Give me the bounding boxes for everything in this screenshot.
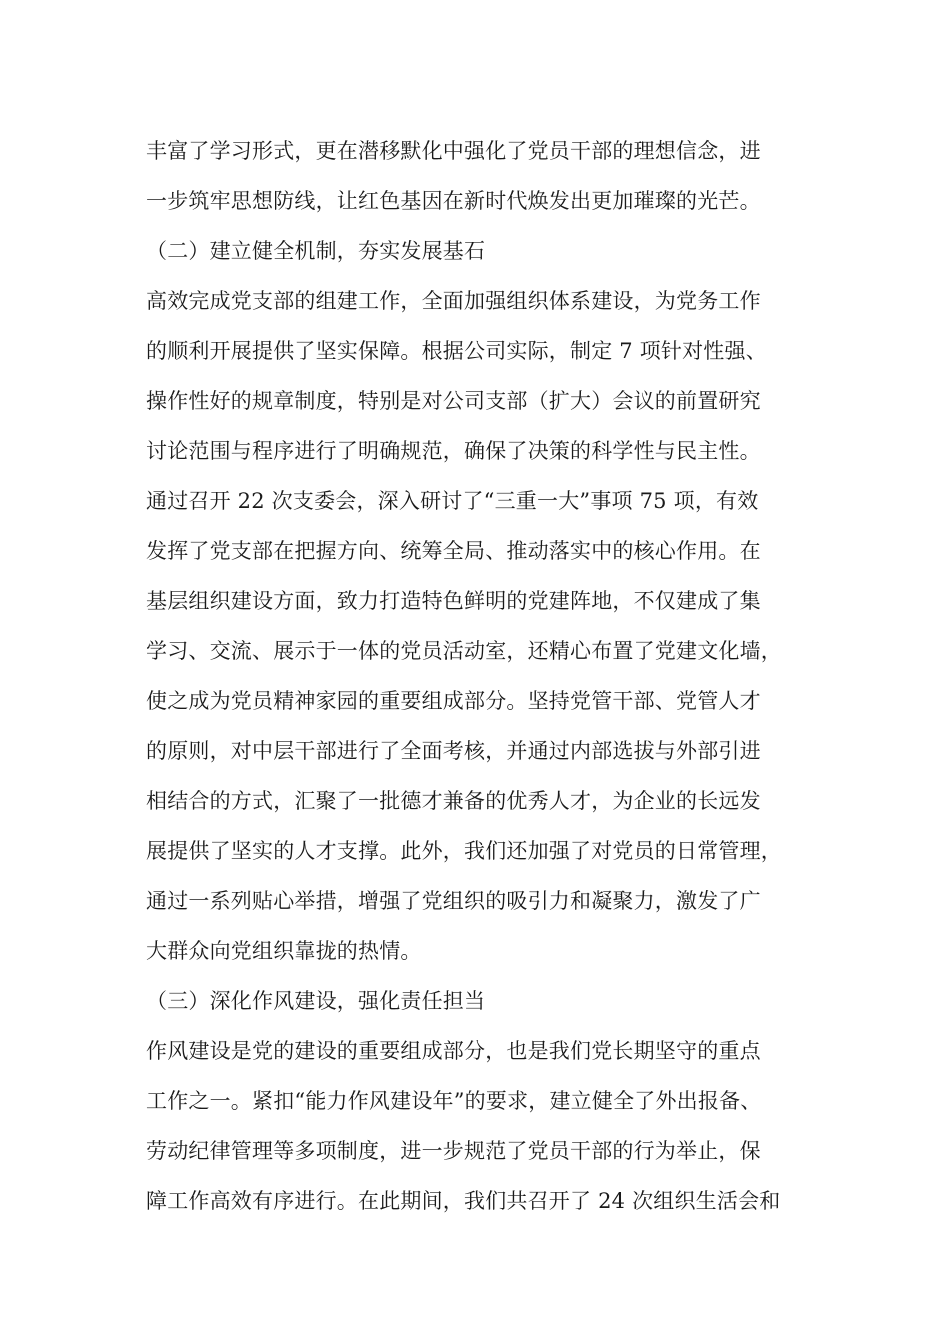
text-line: 学习、交流、展示于一体的党员活动室，还精心布置了党建文化墙， — [146, 639, 782, 663]
text-line: 障工作高效有序进行。在此期间，我们共召开了 24 次组织生活会和 — [146, 1189, 781, 1213]
text-line: 发挥了党支部在把握方向、统筹全局、推动落实中的核心作用。在 — [146, 539, 761, 563]
section-heading-2: （二）建立健全机制，夯实发展基石 — [146, 239, 486, 263]
text-line: 高效完成党支部的组建工作，全面加强组织体系建设，为党务工作 — [146, 289, 761, 313]
text-line: 通过召开 22 次支委会，深入研讨了“三重一大”事项 75 项，有效 — [146, 489, 759, 513]
text-line: 基层组织建设方面，致力打造特色鲜明的党建阵地，不仅建成了集 — [146, 589, 761, 613]
text-line: 一步筑牢思想防线，让红色基因在新时代焕发出更加璀璨的光芒。 — [146, 189, 761, 213]
text-line: 工作之一。紧扣“能力作风建设年”的要求，建立健全了外出报备、 — [146, 1089, 762, 1113]
text-line: 使之成为党员精神家园的重要组成部分。坚持党管干部、党管人才 — [146, 689, 761, 713]
text-line: 大群众向党组织靠拢的热情。 — [146, 939, 422, 963]
text-line: 的顺利开展提供了坚实保障。根据公司实际，制定 7 项针对性强、 — [146, 339, 767, 363]
text-line: 操作性好的规章制度，特别是对公司支部（扩大）会议的前置研究 — [146, 389, 761, 413]
text-line: 展提供了坚实的人才支撑。此外，我们还加强了对党员的日常管理， — [146, 839, 782, 863]
text-line: 通过一系列贴心举措，增强了党组织的吸引力和凝聚力，激发了广 — [146, 889, 761, 913]
text-line: 的原则，对中层干部进行了全面考核，并通过内部选拔与外部引进 — [146, 739, 761, 763]
text-line: 劳动纪律管理等多项制度，进一步规范了党员干部的行为举止，保 — [146, 1139, 761, 1163]
text-line: 作风建设是党的建设的重要组成部分，也是我们党长期坚守的重点 — [146, 1039, 761, 1063]
text-line: 相结合的方式，汇聚了一批德才兼备的优秀人才，为企业的长远发 — [146, 789, 761, 813]
text-line: 丰富了学习形式，更在潜移默化中强化了党员干部的理想信念，进 — [146, 139, 761, 163]
section-heading-3: （三）深化作风建设，强化责任担当 — [146, 989, 486, 1013]
text-line: 讨论范围与程序进行了明确规范，确保了决策的科学性与民主性。 — [146, 439, 761, 463]
